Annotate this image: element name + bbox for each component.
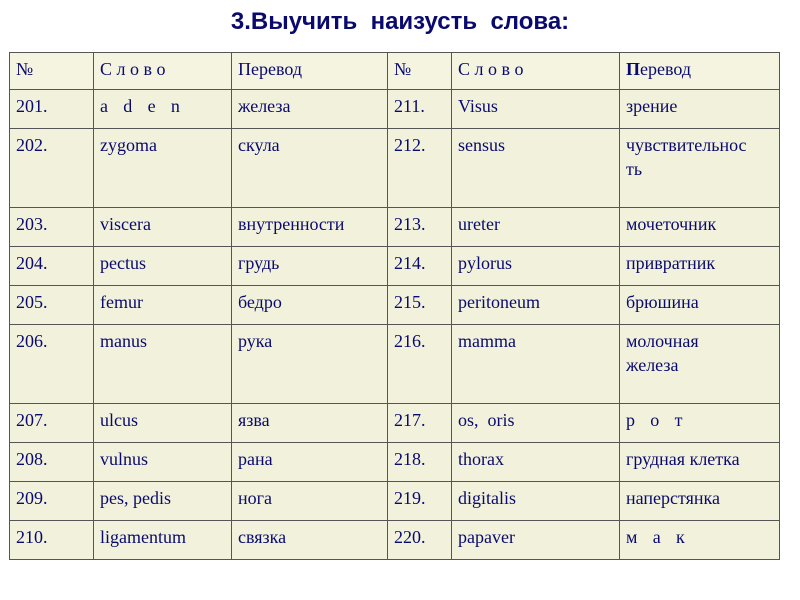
table-row	[10, 129, 780, 208]
word-cell: papaver	[452, 521, 620, 560]
table-row	[10, 208, 780, 247]
page-title: 3.Выучить наизусть слова:	[230, 8, 570, 35]
number-cell: 211.	[388, 90, 452, 129]
word-cell: vulnus	[94, 443, 232, 482]
translation-cell: скула	[232, 129, 388, 208]
translation-cell: грудная клетка	[620, 443, 780, 482]
word-cell: mamma	[452, 325, 620, 404]
table-row	[10, 482, 780, 521]
table-row	[10, 247, 780, 286]
word-cell: pes, pedis	[94, 482, 232, 521]
table-row	[10, 90, 780, 129]
word-cell: pylorus	[452, 247, 620, 286]
number-cell: 219.	[388, 482, 452, 521]
number-cell: 215.	[388, 286, 452, 325]
word-cell: thorax	[452, 443, 620, 482]
header-number-1: №	[10, 53, 94, 90]
word-cell: zygoma	[94, 129, 232, 208]
translation-cell: р о т	[620, 404, 780, 443]
number-cell: 203.	[10, 208, 94, 247]
word-cell: ligamentum	[94, 521, 232, 560]
number-cell: 220.	[388, 521, 452, 560]
translation-cell: рука	[232, 325, 388, 404]
word-cell: pectus	[94, 247, 232, 286]
translation-cell: привратник	[620, 247, 780, 286]
translation-cell: рана	[232, 443, 388, 482]
translation-cell: брюшина	[620, 286, 780, 325]
translation-cell: бедро	[232, 286, 388, 325]
number-cell: 204.	[10, 247, 94, 286]
number-cell: 208.	[10, 443, 94, 482]
word-cell: manus	[94, 325, 232, 404]
table-row	[10, 443, 780, 482]
word-cell: sensus	[452, 129, 620, 208]
word-cell: ulcus	[94, 404, 232, 443]
number-cell: 218.	[388, 443, 452, 482]
number-cell: 207.	[10, 404, 94, 443]
translation-cell: м а к	[620, 521, 780, 560]
translation-cell: молочная железа	[620, 325, 780, 404]
word-cell: digitalis	[452, 482, 620, 521]
header-word-1: С л о в о	[94, 53, 232, 90]
table-header-row	[10, 53, 780, 90]
word-cell: viscera	[94, 208, 232, 247]
table-row	[10, 521, 780, 560]
table-row	[10, 404, 780, 443]
word-cell: os, oris	[452, 404, 620, 443]
header-translation-2: Перевод	[620, 53, 780, 90]
word-cell: peritoneum	[452, 286, 620, 325]
number-cell: 206.	[10, 325, 94, 404]
header-word-2: С л о в о	[452, 53, 620, 90]
table-row	[10, 286, 780, 325]
number-cell: 209.	[10, 482, 94, 521]
translation-cell: грудь	[232, 247, 388, 286]
number-cell: 214.	[388, 247, 452, 286]
number-cell: 205.	[10, 286, 94, 325]
table-row	[10, 325, 780, 404]
word-cell: ureter	[452, 208, 620, 247]
number-cell: 212.	[388, 129, 452, 208]
translation-cell: внутренности	[232, 208, 388, 247]
header-translation-1: Перевод	[232, 53, 388, 90]
translation-cell: наперстянка	[620, 482, 780, 521]
translation-cell: мочеточник	[620, 208, 780, 247]
number-cell: 201.	[10, 90, 94, 129]
number-cell: 213.	[388, 208, 452, 247]
number-cell: 216.	[388, 325, 452, 404]
translation-cell: связка	[232, 521, 388, 560]
number-cell: 202.	[10, 129, 94, 208]
translation-cell: железа	[232, 90, 388, 129]
header-number-2: №	[388, 53, 452, 90]
vocabulary-table	[9, 52, 780, 560]
word-cell: a d e n	[94, 90, 232, 129]
word-cell: femur	[94, 286, 232, 325]
word-cell: Visus	[452, 90, 620, 129]
translation-cell: чувствительнос ть	[620, 129, 780, 208]
translation-cell: язва	[232, 404, 388, 443]
translation-cell: зрение	[620, 90, 780, 129]
number-cell: 210.	[10, 521, 94, 560]
number-cell: 217.	[388, 404, 452, 443]
translation-cell: нога	[232, 482, 388, 521]
